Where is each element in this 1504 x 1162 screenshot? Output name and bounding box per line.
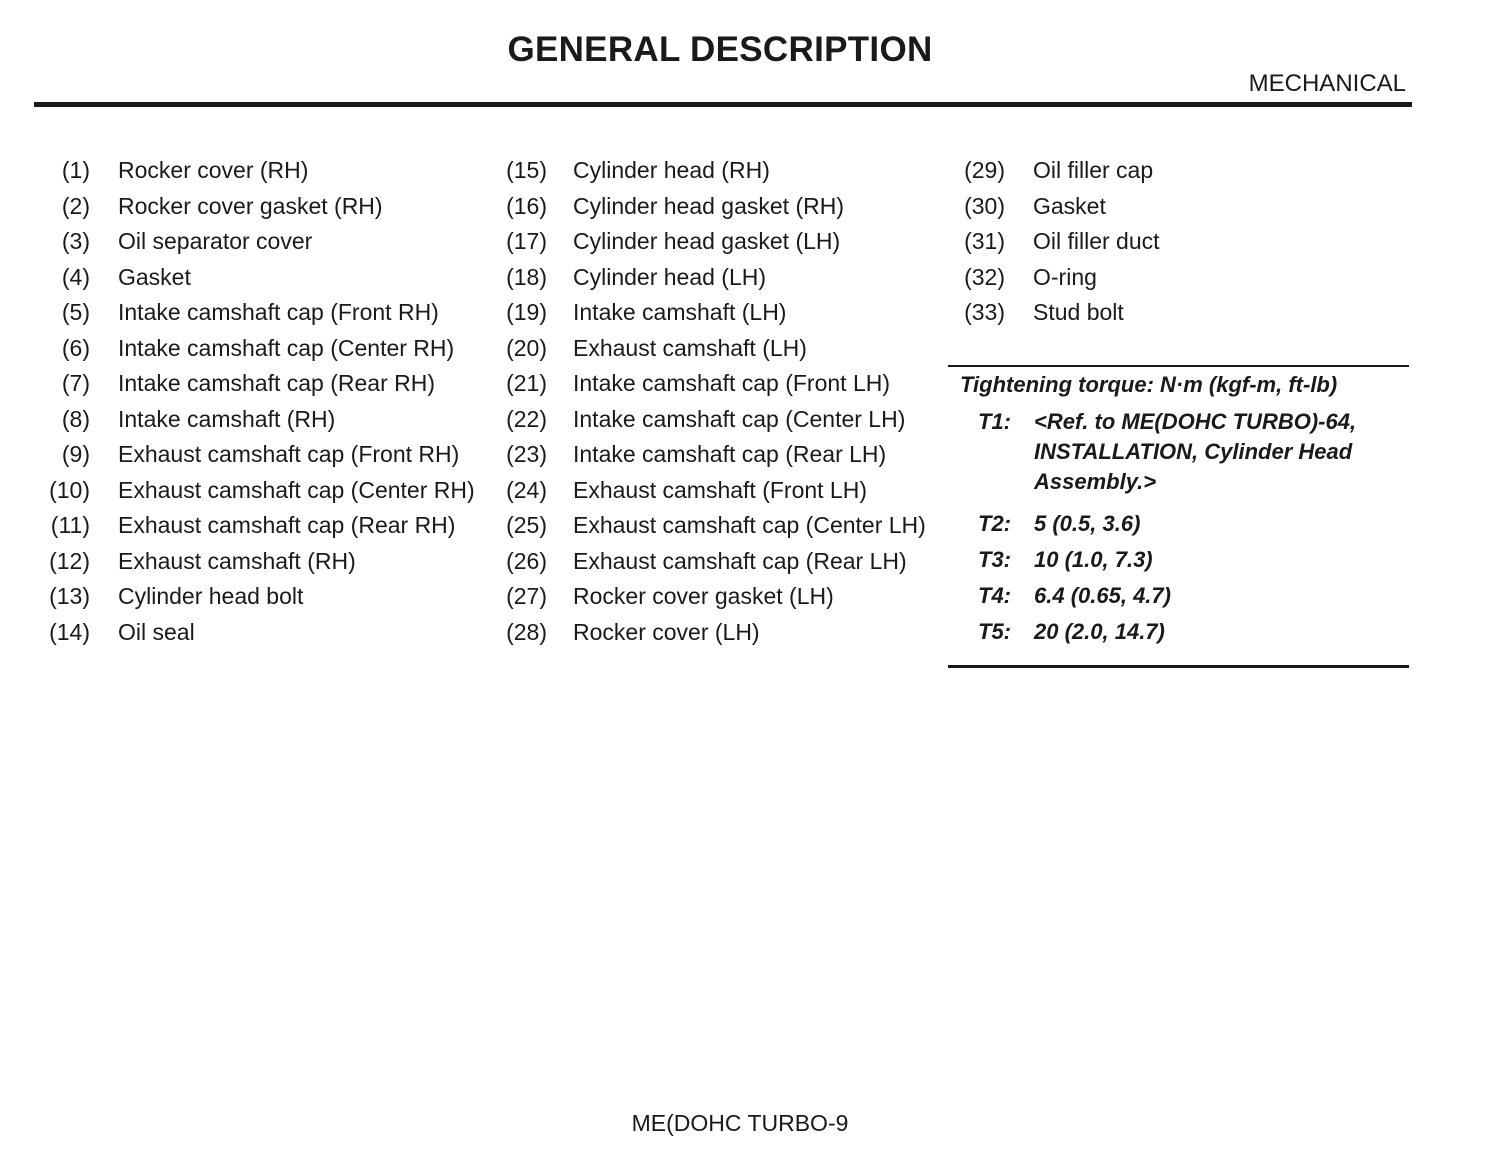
list-item — [962, 226, 1402, 256]
item-number: (26) — [506, 547, 547, 574]
list-item — [503, 368, 943, 398]
item-description: Exhaust camshaft (Front LH) — [573, 476, 867, 503]
list-item — [503, 439, 943, 469]
list-item — [46, 439, 486, 469]
item-number: (33) — [964, 299, 1005, 325]
list-item — [503, 581, 943, 611]
list-item — [962, 155, 1402, 185]
item-number: (23) — [506, 441, 547, 467]
item-description: Cylinder head gasket (LH) — [573, 228, 841, 254]
item-description: Gasket — [118, 263, 191, 290]
item-number: (3) — [61, 228, 90, 254]
section-label: MECHANICAL — [1248, 70, 1406, 97]
item-description: Intake camshaft cap (Center LH) — [573, 405, 906, 432]
list-item — [503, 262, 943, 292]
item-number: (6) — [61, 334, 90, 361]
item-description: Exhaust camshaft cap (Center LH) — [573, 512, 926, 538]
list-item — [503, 546, 943, 576]
item-description: Cylinder head bolt — [118, 583, 304, 609]
torque-key: T3: — [978, 547, 1011, 572]
item-number: (15) — [506, 157, 547, 183]
torque-value: 10 (1.0, 7.3) — [1034, 547, 1153, 572]
torque-key: T1: — [978, 409, 1011, 434]
item-description: Oil separator cover — [118, 228, 313, 254]
item-number: (17) — [506, 228, 547, 254]
list-item — [46, 510, 486, 540]
list-item — [503, 191, 943, 221]
item-number: (25) — [506, 512, 547, 538]
item-number: (1) — [61, 157, 90, 183]
list-item — [46, 226, 486, 256]
item-number: (28) — [506, 618, 547, 645]
item-description: Cylinder head (LH) — [573, 263, 767, 290]
torque-value: <Ref. to ME(DOHC TURBO)-64, INSTALLATION, Cylinder Head Assembly.> — [1034, 409, 1357, 494]
header-divider — [34, 102, 1412, 107]
list-item — [962, 191, 1402, 221]
item-number: (11) — [50, 512, 90, 538]
list-item — [46, 475, 486, 505]
torque-row — [978, 581, 1403, 611]
item-description: Oil filler duct — [1033, 228, 1160, 254]
item-description: Cylinder head (RH) — [573, 157, 770, 183]
item-description: Oil filler cap — [1033, 157, 1154, 183]
item-description: Exhaust camshaft (LH) — [573, 334, 807, 361]
list-item — [46, 368, 486, 398]
torque-value: 20 (2.0, 14.7) — [1034, 619, 1165, 644]
torque-row — [978, 407, 1403, 497]
torque-row — [978, 545, 1403, 575]
item-description: Gasket — [1033, 192, 1106, 219]
item-number: (13) — [49, 583, 90, 609]
item-description: Intake camshaft cap (Front RH) — [118, 299, 439, 325]
page-title: GENERAL DESCRIPTION — [507, 30, 933, 69]
item-number: (5) — [61, 299, 90, 325]
item-number: (18) — [506, 263, 547, 290]
item-description: Rocker cover gasket (RH) — [118, 192, 383, 219]
item-description: Exhaust camshaft (RH) — [118, 547, 356, 574]
torque-row — [978, 617, 1403, 647]
item-number: (29) — [964, 157, 1005, 183]
item-number: (4) — [61, 263, 90, 290]
list-item — [962, 262, 1402, 292]
item-description: Intake camshaft cap (Front LH) — [573, 370, 891, 396]
item-description: Exhaust camshaft cap (Rear LH) — [573, 547, 907, 574]
list-item — [46, 617, 486, 647]
list-item — [46, 297, 486, 327]
item-description: Oil seal — [118, 618, 195, 645]
item-number: (10) — [49, 476, 90, 503]
parts-list-column-2 — [503, 155, 943, 652]
item-description: Intake camshaft cap (Center RH) — [118, 334, 455, 361]
item-description: Stud bolt — [1033, 299, 1124, 325]
item-description: Intake camshaft (LH) — [573, 299, 787, 325]
item-number: (9) — [61, 441, 90, 467]
list-item — [503, 617, 943, 647]
list-item — [46, 262, 486, 292]
torque-value: 6.4 (0.65, 4.7) — [1034, 583, 1171, 608]
item-number: (31) — [964, 228, 1005, 254]
item-description: Cylinder head gasket (RH) — [573, 192, 845, 219]
item-description: Intake camshaft cap (Rear RH) — [118, 370, 436, 396]
list-item — [503, 333, 943, 363]
item-description: Intake camshaft cap (Rear LH) — [573, 441, 887, 467]
item-description: Exhaust camshaft cap (Rear RH) — [118, 512, 456, 538]
item-number: (8) — [61, 405, 90, 432]
list-item — [503, 297, 943, 327]
item-description: Exhaust camshaft cap (Front RH) — [118, 441, 460, 467]
item-description: Rocker cover gasket (LH) — [573, 583, 834, 609]
item-number: (19) — [506, 299, 547, 325]
item-description: Rocker cover (LH) — [573, 618, 760, 645]
torque-key: T2: — [978, 511, 1011, 536]
item-number: (20) — [506, 334, 547, 361]
parts-list-column-1 — [46, 155, 486, 652]
item-number: (32) — [964, 263, 1005, 290]
list-item — [46, 155, 486, 185]
list-item — [503, 226, 943, 256]
torque-heading: Tightening torque: N·m (kgf-m, ft-lb) — [960, 372, 1338, 397]
list-item — [46, 546, 486, 576]
item-number: (2) — [61, 192, 90, 219]
item-number: (7) — [61, 370, 90, 396]
item-number: (27) — [506, 583, 547, 609]
torque-key: T4: — [978, 583, 1011, 608]
list-item — [503, 475, 943, 505]
parts-list-column-3 — [962, 155, 1402, 333]
list-item — [503, 404, 943, 434]
item-number: (22) — [506, 405, 547, 432]
list-item — [46, 333, 486, 363]
list-item — [46, 404, 486, 434]
tightening-torque-table — [948, 365, 1409, 668]
item-number: (14) — [49, 618, 90, 645]
list-item — [503, 510, 943, 540]
torque-row — [978, 509, 1403, 539]
list-item — [46, 191, 486, 221]
item-description: Exhaust camshaft cap (Center RH) — [118, 476, 475, 503]
list-item — [46, 581, 486, 611]
list-item — [962, 297, 1402, 327]
torque-list — [978, 407, 1403, 653]
item-number: (21) — [506, 370, 547, 396]
item-description: O-ring — [1033, 263, 1097, 290]
item-number: (24) — [506, 476, 547, 503]
item-number: (12) — [49, 547, 90, 574]
list-item — [503, 155, 943, 185]
torque-key: T5: — [978, 619, 1011, 644]
item-description: Intake camshaft (RH) — [118, 405, 336, 432]
item-description: Rocker cover (RH) — [118, 157, 309, 183]
torque-value: 5 (0.5, 3.6) — [1034, 511, 1141, 536]
page-footer: ME(DOHC TURBO-9 — [631, 1110, 849, 1136]
item-number: (16) — [506, 192, 547, 219]
item-number: (30) — [964, 192, 1005, 219]
